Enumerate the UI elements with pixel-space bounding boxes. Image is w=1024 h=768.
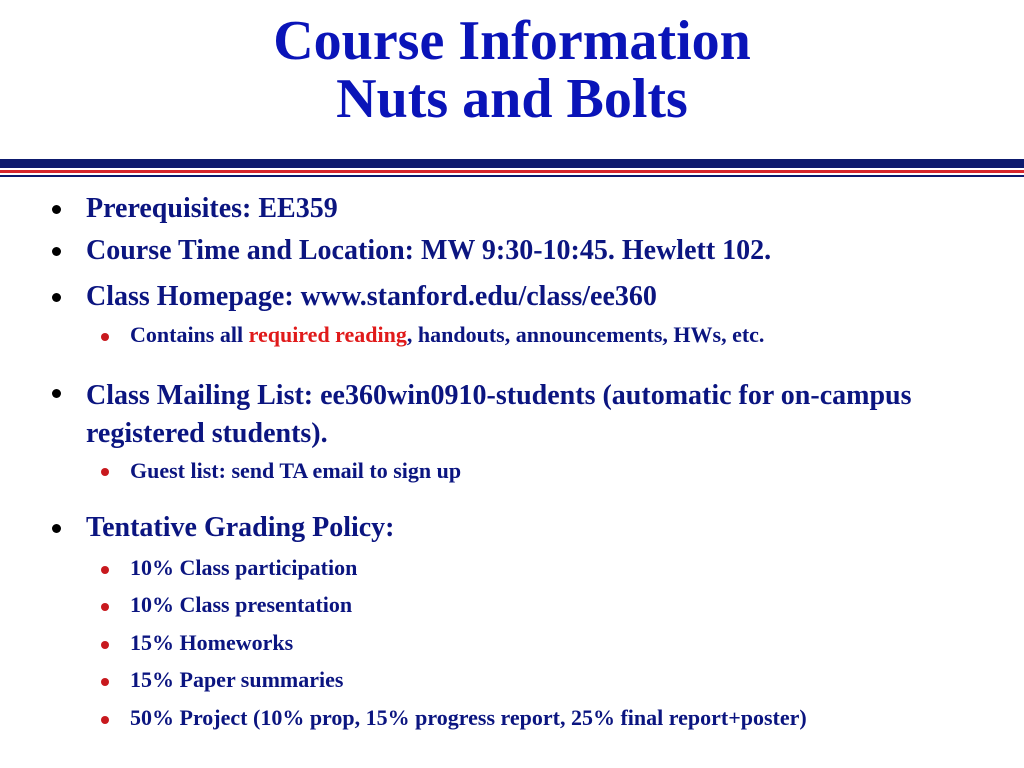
title-line-1: Course Information bbox=[273, 10, 751, 72]
sub-bullet-icon bbox=[101, 678, 109, 686]
sub-bullet-icon bbox=[101, 566, 109, 574]
contents-prefix: Contains all bbox=[130, 322, 249, 347]
sub-bullet-homepage-contents bbox=[130, 322, 764, 348]
title-line-2: Nuts and Bolts bbox=[336, 68, 688, 130]
grading-item-paper-summaries: 15% Paper summaries bbox=[130, 667, 344, 692]
bullet-class-homepage: Class Homepage: www.stanford.edu/class/ee360 bbox=[86, 281, 657, 312]
title-divider-dark bbox=[0, 159, 1024, 168]
bullet-icon bbox=[52, 293, 61, 302]
sub-bullet-icon bbox=[101, 603, 109, 611]
bullet-course-time: Course Time and Location: MW 9:30-10:45. Hewlett 102. bbox=[86, 235, 772, 266]
bullet-icon bbox=[52, 389, 61, 398]
sub-bullet-icon bbox=[101, 468, 109, 476]
bullet-icon bbox=[52, 524, 61, 533]
bullet-icon bbox=[52, 247, 61, 256]
grading-item-presentation: 10% Class presentation bbox=[130, 592, 353, 617]
sub-bullet-icon bbox=[101, 641, 109, 649]
bullet-mailing-list: Class Mailing List: ee360win0910-students (automatic for on-campus registered students). bbox=[86, 380, 912, 449]
bullet-prerequisites: Prerequisites: EE359 bbox=[86, 193, 338, 224]
contents-suffix: , handouts, announcements, HWs, etc. bbox=[406, 322, 765, 347]
sub-bullet-guest-list: Guest list: send TA email to sign up bbox=[130, 458, 462, 483]
title-divider-red bbox=[0, 170, 1024, 173]
grading-item-homeworks: 15% Homeworks bbox=[130, 630, 294, 655]
grading-item-participation: 10% Class participation bbox=[130, 555, 358, 580]
sub-bullet-icon bbox=[101, 333, 109, 341]
title-divider-thin bbox=[0, 175, 1024, 177]
bullet-icon bbox=[52, 205, 61, 214]
sub-bullet-icon bbox=[101, 716, 109, 724]
required-reading-highlight: required reading bbox=[248, 322, 407, 347]
grading-item-project: 50% Project (10% prop, 15% progress report, 25% final report+poster) bbox=[130, 705, 807, 730]
bullet-grading-policy: Tentative Grading Policy: bbox=[86, 512, 395, 543]
slide-title bbox=[0, 12, 1024, 128]
